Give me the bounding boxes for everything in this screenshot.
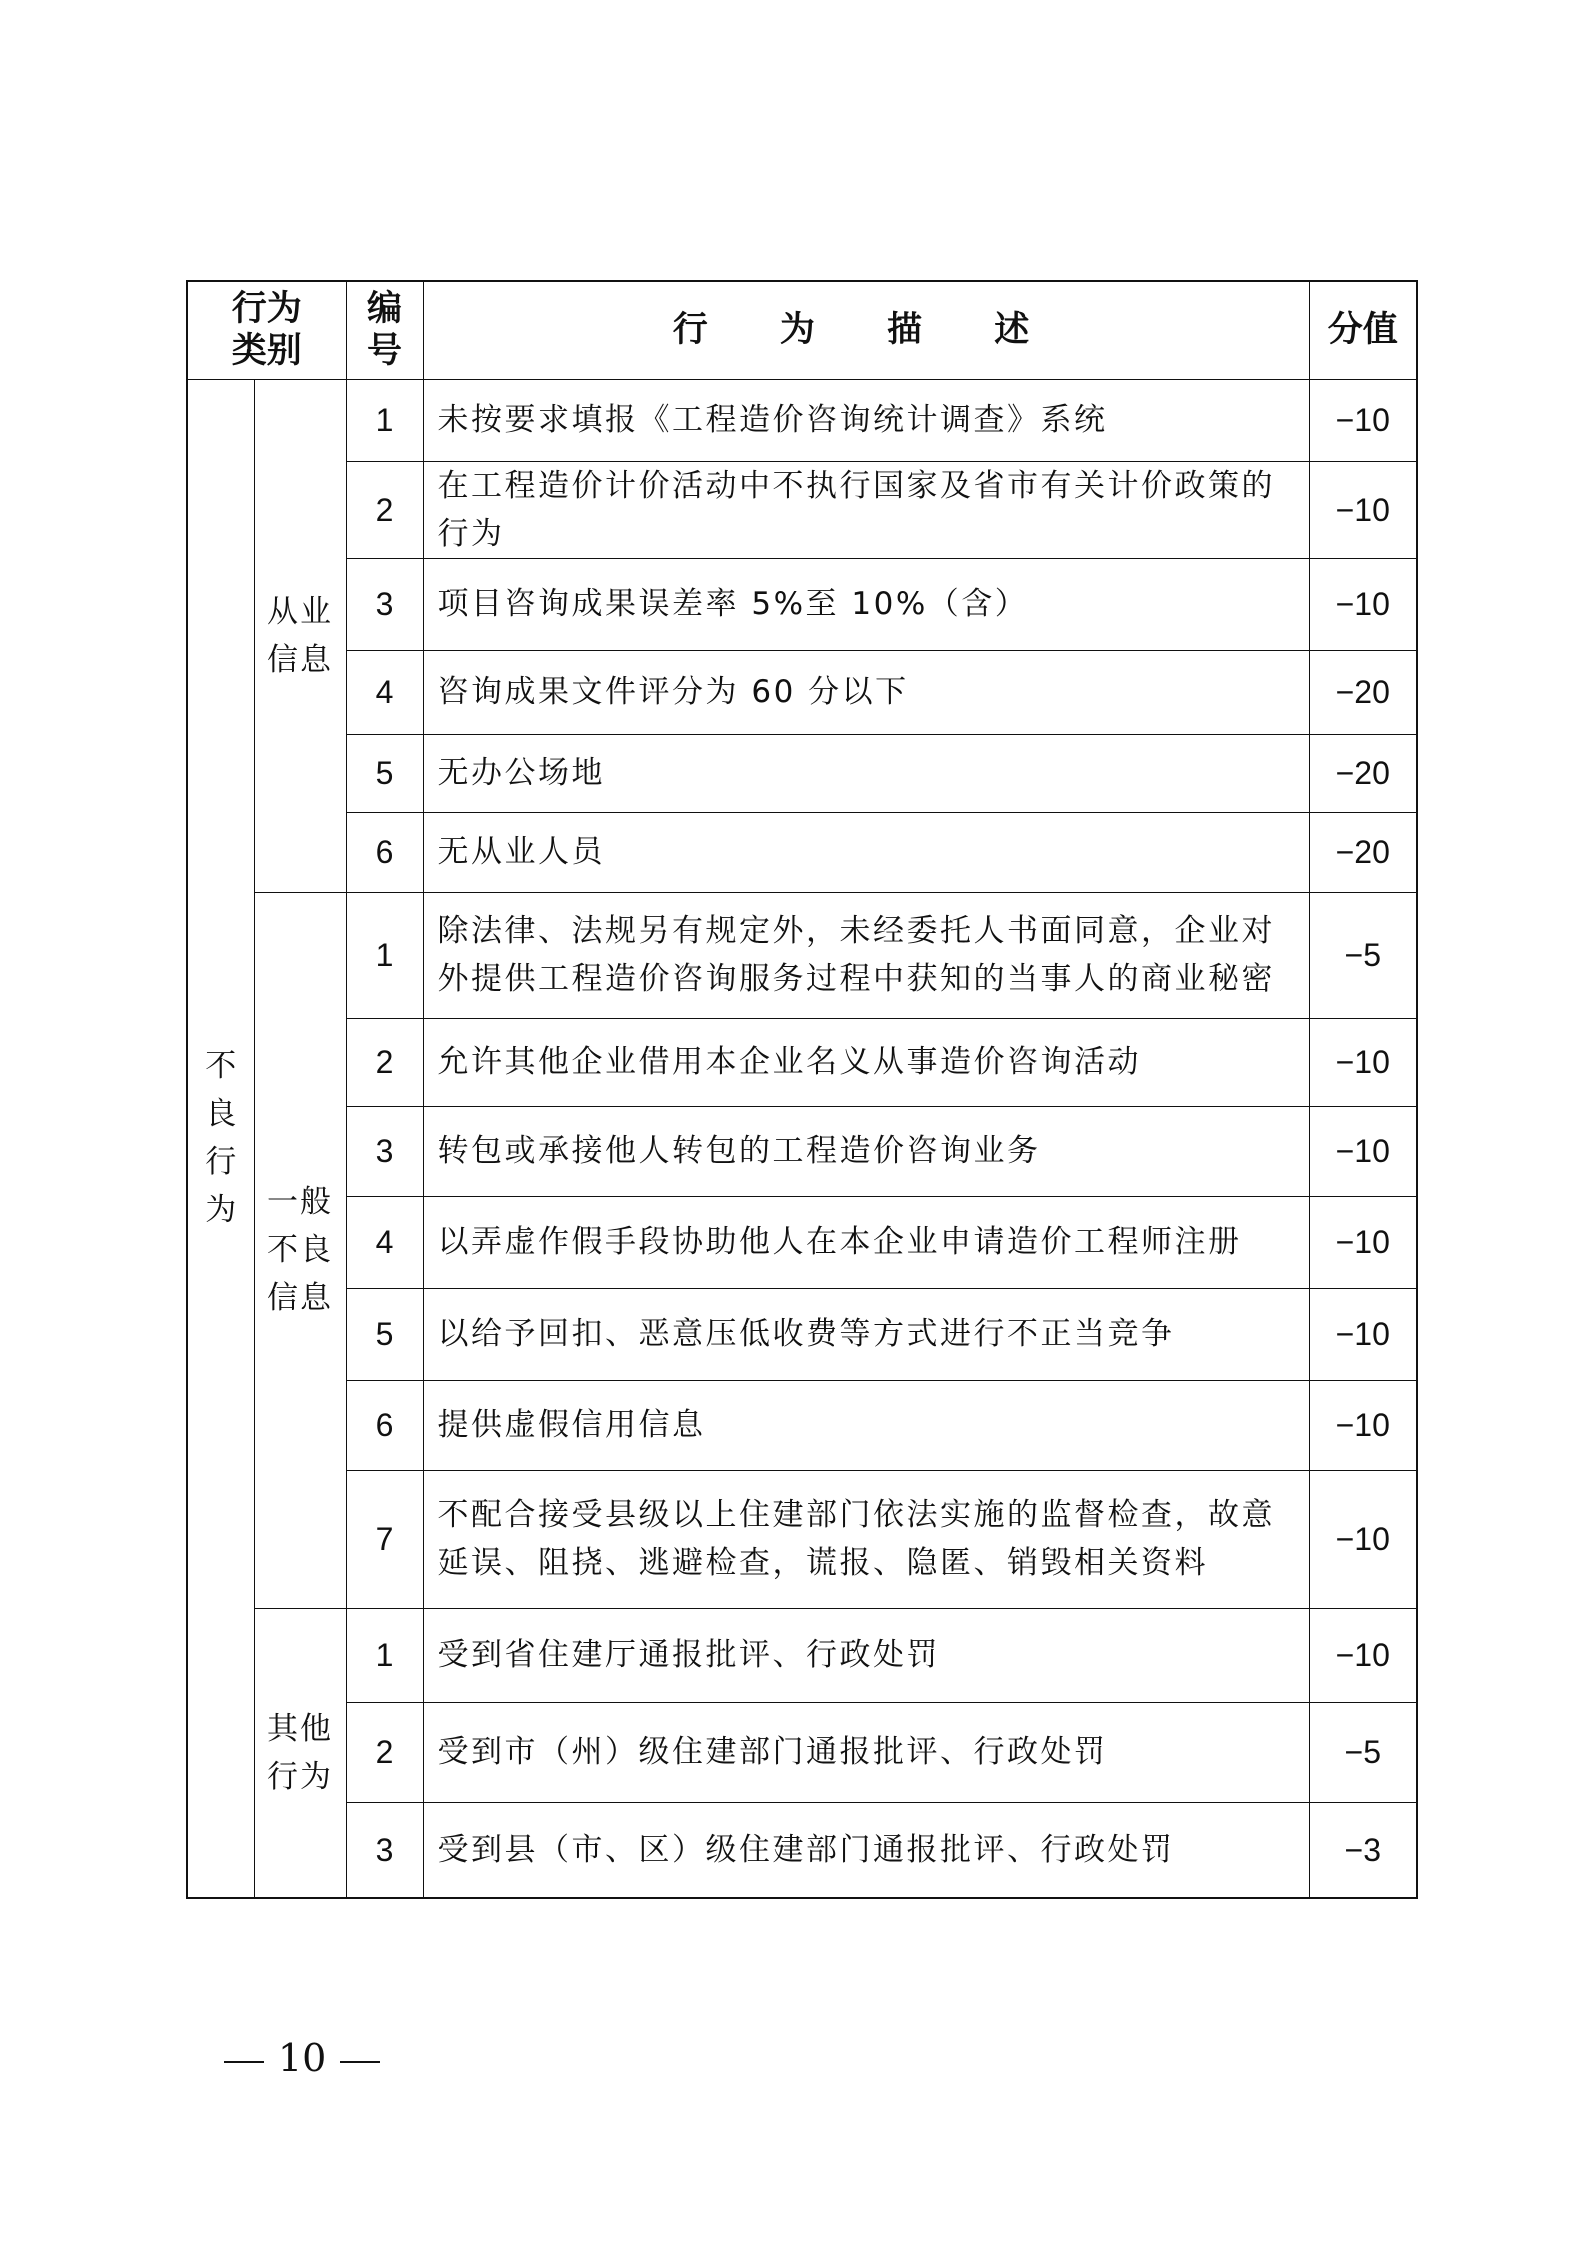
row-number: 2 — [346, 1018, 423, 1106]
row-description: 以给予回扣、恶意压低收费等方式进行不正当竞争 — [423, 1288, 1309, 1380]
table-row — [187, 812, 1417, 892]
group-name-cell: 其他行为 — [254, 1608, 346, 1898]
row-score: −10 — [1309, 1288, 1417, 1380]
row-score: −10 — [1309, 1196, 1417, 1288]
main-category-cell: 不良行为 — [187, 379, 254, 1898]
table-row — [187, 461, 1417, 558]
row-score: −10 — [1309, 1018, 1417, 1106]
table-row — [187, 558, 1417, 650]
row-score: −5 — [1309, 1702, 1417, 1802]
table-header-row — [187, 281, 1417, 379]
row-description: 在工程造价计价活动中不执行国家及省市有关计价政策的行为 — [423, 461, 1309, 558]
behavior-table — [186, 280, 1418, 1899]
table-row — [187, 1702, 1417, 1802]
table-row — [187, 1802, 1417, 1898]
row-description: 无从业人员 — [423, 812, 1309, 892]
row-score: −10 — [1309, 379, 1417, 461]
row-description: 除法律、法规另有规定外，未经委托人书面同意，企业对外提供工程造价咨询服务过程中获知的当事人的商业秘密 — [423, 892, 1309, 1018]
row-score: −5 — [1309, 892, 1417, 1018]
row-score: −10 — [1309, 558, 1417, 650]
row-number: 7 — [346, 1470, 423, 1608]
row-description: 允许其他企业借用本企业名义从事造价咨询活动 — [423, 1018, 1309, 1106]
row-score: −10 — [1309, 1380, 1417, 1470]
row-description: 以弄虚作假手段协助他人在本企业申请造价工程师注册 — [423, 1196, 1309, 1288]
row-number: 6 — [346, 812, 423, 892]
row-description: 咨询成果文件评分为 60 分以下 — [423, 650, 1309, 734]
row-number: 1 — [346, 379, 423, 461]
row-description: 提供虚假信用信息 — [423, 1380, 1309, 1470]
row-score: −10 — [1309, 1106, 1417, 1196]
row-number: 1 — [346, 1608, 423, 1702]
row-score: −3 — [1309, 1802, 1417, 1898]
row-number: 4 — [346, 650, 423, 734]
group-name-cell: 从业信息 — [254, 379, 346, 892]
table-row — [187, 734, 1417, 812]
page-number — [210, 2036, 394, 2080]
row-number: 1 — [346, 892, 423, 1018]
row-number: 3 — [346, 1802, 423, 1898]
row-number: 4 — [346, 1196, 423, 1288]
row-description: 受到市（州）级住建部门通报批评、行政处罚 — [423, 1702, 1309, 1802]
page-number-value: 10 — [278, 2036, 327, 2080]
table-row — [187, 1470, 1417, 1608]
row-number: 3 — [346, 1106, 423, 1196]
table-row — [187, 1106, 1417, 1196]
row-score: −20 — [1309, 734, 1417, 812]
row-description: 转包或承接他人转包的工程造价咨询业务 — [423, 1106, 1309, 1196]
row-description: 受到省住建厅通报批评、行政处罚 — [423, 1608, 1309, 1702]
group-name-cell: 一般不良信息 — [254, 892, 346, 1608]
row-description: 项目咨询成果误差率 5%至 10%（含） — [423, 558, 1309, 650]
row-number: 2 — [346, 461, 423, 558]
row-description: 不配合接受县级以上住建部门依法实施的监督检查，故意延误、阻挠、逃避检查，谎报、隐匿、销毁相关资料 — [423, 1470, 1309, 1608]
table-row — [187, 1608, 1417, 1702]
row-number: 3 — [346, 558, 423, 650]
row-score: −10 — [1309, 461, 1417, 558]
table-row — [187, 1018, 1417, 1106]
table-row — [187, 1380, 1417, 1470]
table-row — [187, 1288, 1417, 1380]
row-number: 2 — [346, 1702, 423, 1802]
row-score: −20 — [1309, 812, 1417, 892]
row-score: −10 — [1309, 1608, 1417, 1702]
header-number: 编号 — [346, 281, 423, 379]
table-row — [187, 650, 1417, 734]
row-description: 受到县（市、区）级住建部门通报批评、行政处罚 — [423, 1802, 1309, 1898]
row-number: 6 — [346, 1380, 423, 1470]
row-number: 5 — [346, 1288, 423, 1380]
header-description: 行 为 描 述 — [423, 281, 1309, 379]
table-row — [187, 892, 1417, 1018]
header-category: 行为类别 — [187, 281, 346, 379]
row-description: 未按要求填报《工程造价咨询统计调查》系统 — [423, 379, 1309, 461]
row-score: −20 — [1309, 650, 1417, 734]
row-description: 无办公场地 — [423, 734, 1309, 812]
page-number-dash-left — [224, 2061, 264, 2063]
row-score: −10 — [1309, 1470, 1417, 1608]
table-row — [187, 379, 1417, 461]
row-number: 5 — [346, 734, 423, 812]
page-number-dash-right — [340, 2061, 380, 2063]
table-row — [187, 1196, 1417, 1288]
header-score: 分值 — [1309, 281, 1417, 379]
